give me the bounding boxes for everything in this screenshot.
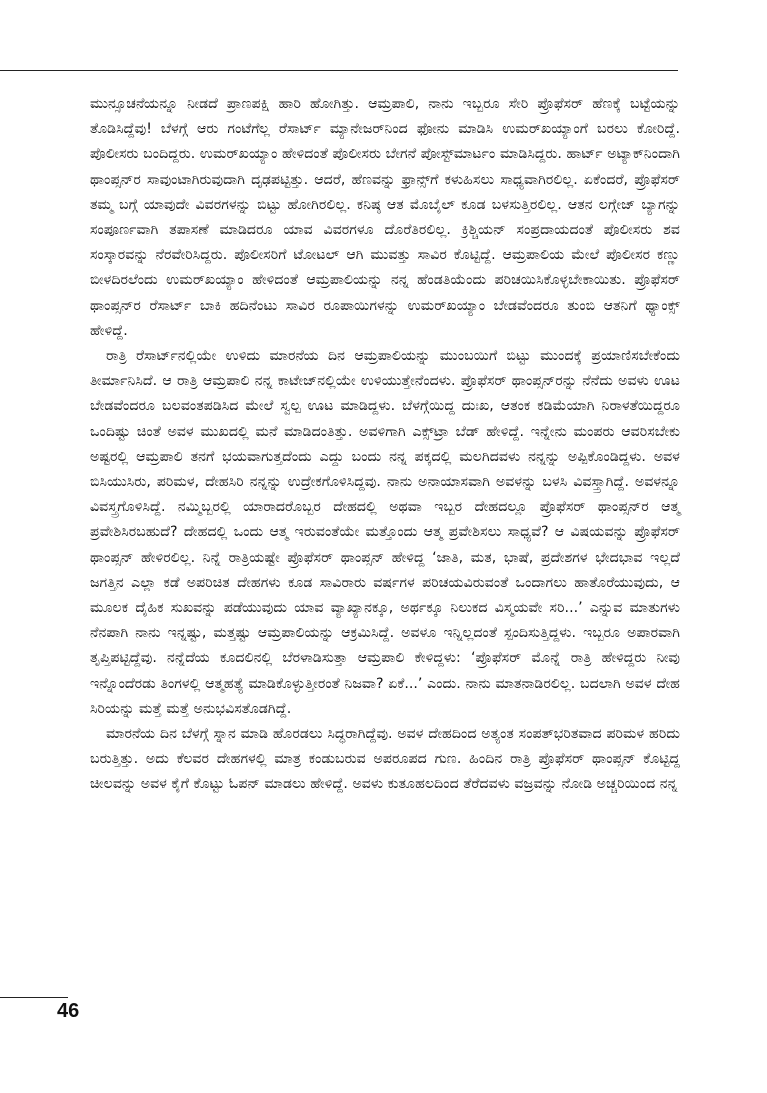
paragraph-3: ಮಾರನೆಯ ದಿನ ಬೆಳಗ್ಗೆ ಸ್ನಾನ ಮಾಡಿ ಹೊರಡಲು ಸಿದ್ಧರಾಗಿದ್ದೆವು. ಅವಳ ದೇಹದಿಂದ ಅತ್ಯಂತ ಸಂಪತ್‌ಭರಿತವಾದ ಪರಿಮಳ ಹರಿದು ಬರುತ್ತಿತ್ತು. ಅದು ಕೆಲವರ ದೇಹಗಳಲ್ಲಿ ಮಾತ್ರ ಕಂಡುಬರುವ ಅಪರೂಪದ ಗುಣ. ಹಿಂದಿನ ರಾತ್ರಿ ಪ್ರೊಫೆಸರ್ ಥಾಂಪ್ಸನ್ ಕೊಟ್ಟಿದ್ದ ಚೀಲವನ್ನು ಅವಳ ಕೈಗೆ ಕೊಟ್ಟು ಓಪನ್ ಮಾಡಲು ಹೇಳಿದ್ದೆ. ಅವಳು ಕುತೂಹಲದಿಂದ ತೆರೆದವಳು ವಜ್ರವನ್ನು ನೋಡಿ ಅಚ್ಚರಿಯಿಂದ ನನ್ನ: [90, 726, 680, 793]
page-number: 46: [57, 1000, 80, 1022]
paragraph-1: ಮುನ್ಸೂಚನೆಯನ್ನೂ ನೀಡದೆ ಪ್ರಾಣಪಕ್ಷಿ ಹಾರಿ ಹೋಗಿತ್ತು. ಆಮ್ರಪಾಲಿ, ನಾನು ಇಬ್ಬರೂ ಸೇರಿ ಪ್ರೊಫೆಸರ್ ಹೆಣಕ್ಕೆ ಬಟ್ಟೆಯನ್ನು ತೊಡಿಸಿದ್ದೆವು! ಬೆಳಗ್ಗೆ ಆರು ಗಂಟೆಗೆಲ್ಲ ರೆಸಾರ್ಟ್ ಮ್ಯಾನೇಜರ್‌ನಿಂದ ಫೋನು ಮಾಡಿಸಿ ಉಮರ್‌ಖಯ್ಯಾಂಗೆ ಬರಲು ಕೋರಿದ್ದೆ. ಪೊಲೀಸರು ಬಂದಿದ್ದರು. ಉಮರ್‌ಖಯ್ಯಾಂ ಹೇಳಿದಂತೆ ಪೊಲೀಸರು ಬೇಗನೆ ಪೋಸ್ಟ್‌ಮಾರ್ಟಂ ಮಾಡಿಸಿದ್ದರು. ಹಾರ್ಟ್ ಅಟ್ಯಾಕ್‌ನಿಂದಾಗಿ ಥಾಂಪ್ಸನ್‌ರ ಸಾವುಂಟಾಗಿರುವುದಾಗಿ ದೃಢಪಟ್ಟಿತ್ತು. ಆದರೆ, ಹೆಣವನ್ನು ಫ್ರಾನ್ಸ್‌ಗೆ ಕಳುಹಿಸಲು ಸಾಧ್ಯವಾಗಿರಲಿಲ್ಲ. ಏಕೆಂದರೆ, ಪ್ರೊಫೆಸರ್ ತಮ್ಮ ಬಗ್ಗೆ ಯಾವುದೇ ವಿವರಗಳನ್ನು ಬಿಟ್ಟು ಹೋಗಿರಲಿಲ್ಲ. ಕನಿಷ್ಠ ಆತ ಮೊಬೈಲ್ ಕೂಡ ಬಳಸುತ್ತಿರಲಿಲ್ಲ. ಆತನ ಲಗ್ಗೇಜ್ ಬ್ಯಾಗನ್ನು ಸಂಪೂರ್ಣವಾಗಿ ತಪಾಸಣೆ ಮಾಡಿದರೂ ಯಾವ ವಿವರಗಳೂ ದೊರೆತಿರಲಿಲ್ಲ. ಕ್ರಿಶ್ಚಿಯನ್ ಸಂಪ್ರದಾಯದಂತೆ ಪೊಲೀಸರು ಶವ ಸಂಸ್ಕಾರವನ್ನು ನೆರವೇರಿಸಿದ್ದರು. ಪೊಲೀಸರಿಗೆ ಟೋಟಲ್ ಆಗಿ ಮುವತ್ತು ಸಾವಿರ ಕೊಟ್ಟಿದ್ದೆ. ಆಮ್ರಪಾಲಿಯ ಮೇಲೆ ಪೊಲೀಸರ ಕಣ್ಣು ಬೀಳದಿರಲೆಂದು ಉಮರ್‌ಖಯ್ಯಾಂ ಹೇಳಿದಂತೆ ಆಮ್ರಪಾಲಿಯನ್ನು ನನ್ನ ಹೆಂಡತಿಯೆಂದು ಪರಿಚಯಿಸಿಕೊಳ್ಳಬೇಕಾಯಿತು. ಪ್ರೊಫೆಸರ್ ಥಾಂಪ್ಸನ್‌ರ ರೆಸಾರ್ಟ್ ಬಾಕಿ ಹದಿನೆಂಟು ಸಾವಿರ ರೂಪಾಯಿಗಳನ್ನು ಉಮರ್‌ಖಯ್ಯಾಂ ಬೇಡವೆಂದರೂ ತುಂಬಿ ಆತನಿಗೆ ಥ್ಯಾಂಕ್ಸ್ ಹೇಳಿದ್ದೆ.: [90, 96, 680, 339]
page-body: [90, 92, 680, 798]
paragraph-2: ರಾತ್ರಿ ರೆಸಾರ್ಟ್‌ನಲ್ಲಿಯೇ ಉಳಿದು ಮಾರನೆಯ ದಿನ ಆಮ್ರಪಾಲಿಯನ್ನು ಮುಂಬಯಿಗೆ ಬಿಟ್ಟು ಮುಂದಕ್ಕೆ ಪ್ರಯಾಣಿಸಬೇಕೆಂದು ತೀರ್ಮಾನಿಸಿದೆ. ಆ ರಾತ್ರಿ ಆಮ್ರಪಾಲಿ ನನ್ನ ಕಾಟೇಜ್‌ನಲ್ಲಿಯೇ ಉಳಿಯುತ್ತೇನೆಂದಳು. ಪ್ರೊಫೆಸರ್ ಥಾಂಪ್ಸನ್‌ರನ್ನು ನೆನೆದು ಅವಳು ಊಟ ಬೇಡವೆಂದರೂ ಬಲವಂತಪಡಿಸಿದ ಮೇಲೆ ಸ್ವಲ್ಪ ಊಟ ಮಾಡಿದ್ದಳು. ಬೆಳಗ್ಗೆಯಿದ್ದ ದುಃಖ, ಆತಂಕ ಕಡಿಮೆಯಾಗಿ ನಿರಾಳತೆಯಿದ್ದರೂ ಒಂದಿಷ್ಟು ಚಿಂತೆ ಅವಳ ಮುಖದಲ್ಲಿ ಮನೆ ಮಾಡಿದಂತಿತ್ತು. ಅವಳಿಗಾಗಿ ಎಕ್ಸ್‌ಟ್ರಾ ಬೆಡ್ ಹೇಳಿದ್ದೆ. ಇನ್ನೇನು ಮಂಪರು ಆವರಿಸಬೇಕು ಅಷ್ಟರಲ್ಲಿ ಆಮ್ರಪಾಲಿ ತನಗೆ ಭಯವಾಗುತ್ತದೆಂದು ಎದ್ದು ಬಂದು ನನ್ನ ಪಕ್ಕದಲ್ಲಿ ಮಲಗಿದವಳು ನನ್ನನ್ನು ಅಪ್ಪಿಕೊಂಡಿದ್ದಳು. ಅವಳ ಬಿಸಿಯುಸಿರು, ಪರಿಮಳ, ದೇಹಸಿರಿ ನನ್ನನ್ನು ಉದ್ರೇಕಗೊಳಿಸಿದ್ದವು. ನಾನು ಅನಾಯಾಸವಾಗಿ ಅವಳನ್ನು ಬಳಸಿ ವಿವಸ್ತ್ರಾಗಿದ್ದೆ. ಅವಳನ್ನೂ ವಿವಸ್ತ್ರಗೊಳಿಸಿದ್ದೆ. ನಮ್ಮಿಬ್ಬರಲ್ಲಿ ಯಾರಾದರೊಬ್ಬರ ದೇಹದಲ್ಲಿ ಅಥವಾ ಇಬ್ಬರ ದೇಹದಲ್ಲೂ ಪ್ರೊಫೆಸರ್ ಥಾಂಪ್ಸನ್‌ರ ಆತ್ಮ ಪ್ರವೇಶಿಸಿರಬಹುದೆ? ದೇಹದಲ್ಲಿ ಒಂದು ಆತ್ಮ ಇರುವಂತೆಯೇ ಮತ್ತೊಂದು ಆತ್ಮ ಪ್ರವೇಶಿಸಲು ಸಾಧ್ಯವೆ? ಆ ವಿಷಯವನ್ನು ಪ್ರೊಫೆಸರ್ ಥಾಂಪ್ಸನ್ ಹೇಳಿರಲಿಲ್ಲ. ನಿನ್ನೆ ರಾತ್ರಿಯಷ್ಟೇ ಪ್ರೊಫೆಸರ್ ಥಾಂಪ್ಸನ್ ಹೇಳಿದ್ದ ‘ಜಾತಿ, ಮತ, ಭಾಷೆ, ಪ್ರದೇಶಗಳ ಭೇದಭಾವ ಇಲ್ಲದೆ ಜಗತ್ತಿನ ಎಲ್ಲಾ ಕಡೆ ಅಪರಿಚಿತ ದೇಹಗಳು ಕೂಡ ಸಾವಿರಾರು ವರ್ಷಗಳ ಪರಿಚಯವಿರುವಂತೆ ಒಂದಾಗಲು ಹಾತೊರೆಯುವುದು, ಆ ಮೂಲಕ ದೈಹಿಕ ಸುಖವನ್ನು ಪಡೆಯುವುದು ಯಾವ ವ್ಯಾಖ್ಯಾನಕ್ಕೂ, ಅರ್ಥಕ್ಕೂ ನಿಲುಕದ ವಿಸ್ಮಯವೇ ಸರಿ...’ ಎನ್ನುವ ಮಾತುಗಳು ನೆನಪಾಗಿ ನಾನು ಇನ್ನಷ್ಟು, ಮತ್ತಷ್ಟು ಆಮ್ರಪಾಲಿಯನ್ನು ಆಕ್ರಮಿಸಿದ್ದೆ. ಅವಳೂ ಇನ್ನಿಲ್ಲದಂತೆ ಸ್ಪಂದಿಸುತ್ತಿದ್ದಳು. ಇಬ್ಬರೂ ಅಪಾರವಾಗಿ ತೃಪ್ತಿಪಟ್ಟಿದ್ದೆವು. ನನ್ನೆದೆಯ ಕೂದಲಿನಲ್ಲಿ ಬೆರಳಾಡಿಸುತ್ತಾ ಆಮ್ರಪಾಲಿ ಕೇಳಿದ್ದಳು: ‘ಪ್ರೊಫೆಸರ್ ಮೊನ್ನೆ ರಾತ್ರಿ ಹೇಳಿದ್ದರು ನೀವು ಇನ್ನೊಂದೆರಡು ತಿಂಗಳಲ್ಲಿ ಆತ್ಮಹತ್ಯೆ ಮಾಡಿಕೊಳ್ಳುತ್ತೀರಂತೆ ನಿಜವಾ? ಏಕೆ...’ ಎಂದು. ನಾನು ಮಾತನಾಡಿರಲಿಲ್ಲ. ಬದಲಾಗಿ ಅವಳ ದೇಹ ಸಿರಿಯನ್ನು ಮತ್ತೆ ಮತ್ತೆ ಅನುಭವಿಸತೊಡಗಿದ್ದೆ.: [90, 348, 680, 717]
footer-rule: [0, 997, 68, 998]
top-rule: [0, 70, 678, 71]
